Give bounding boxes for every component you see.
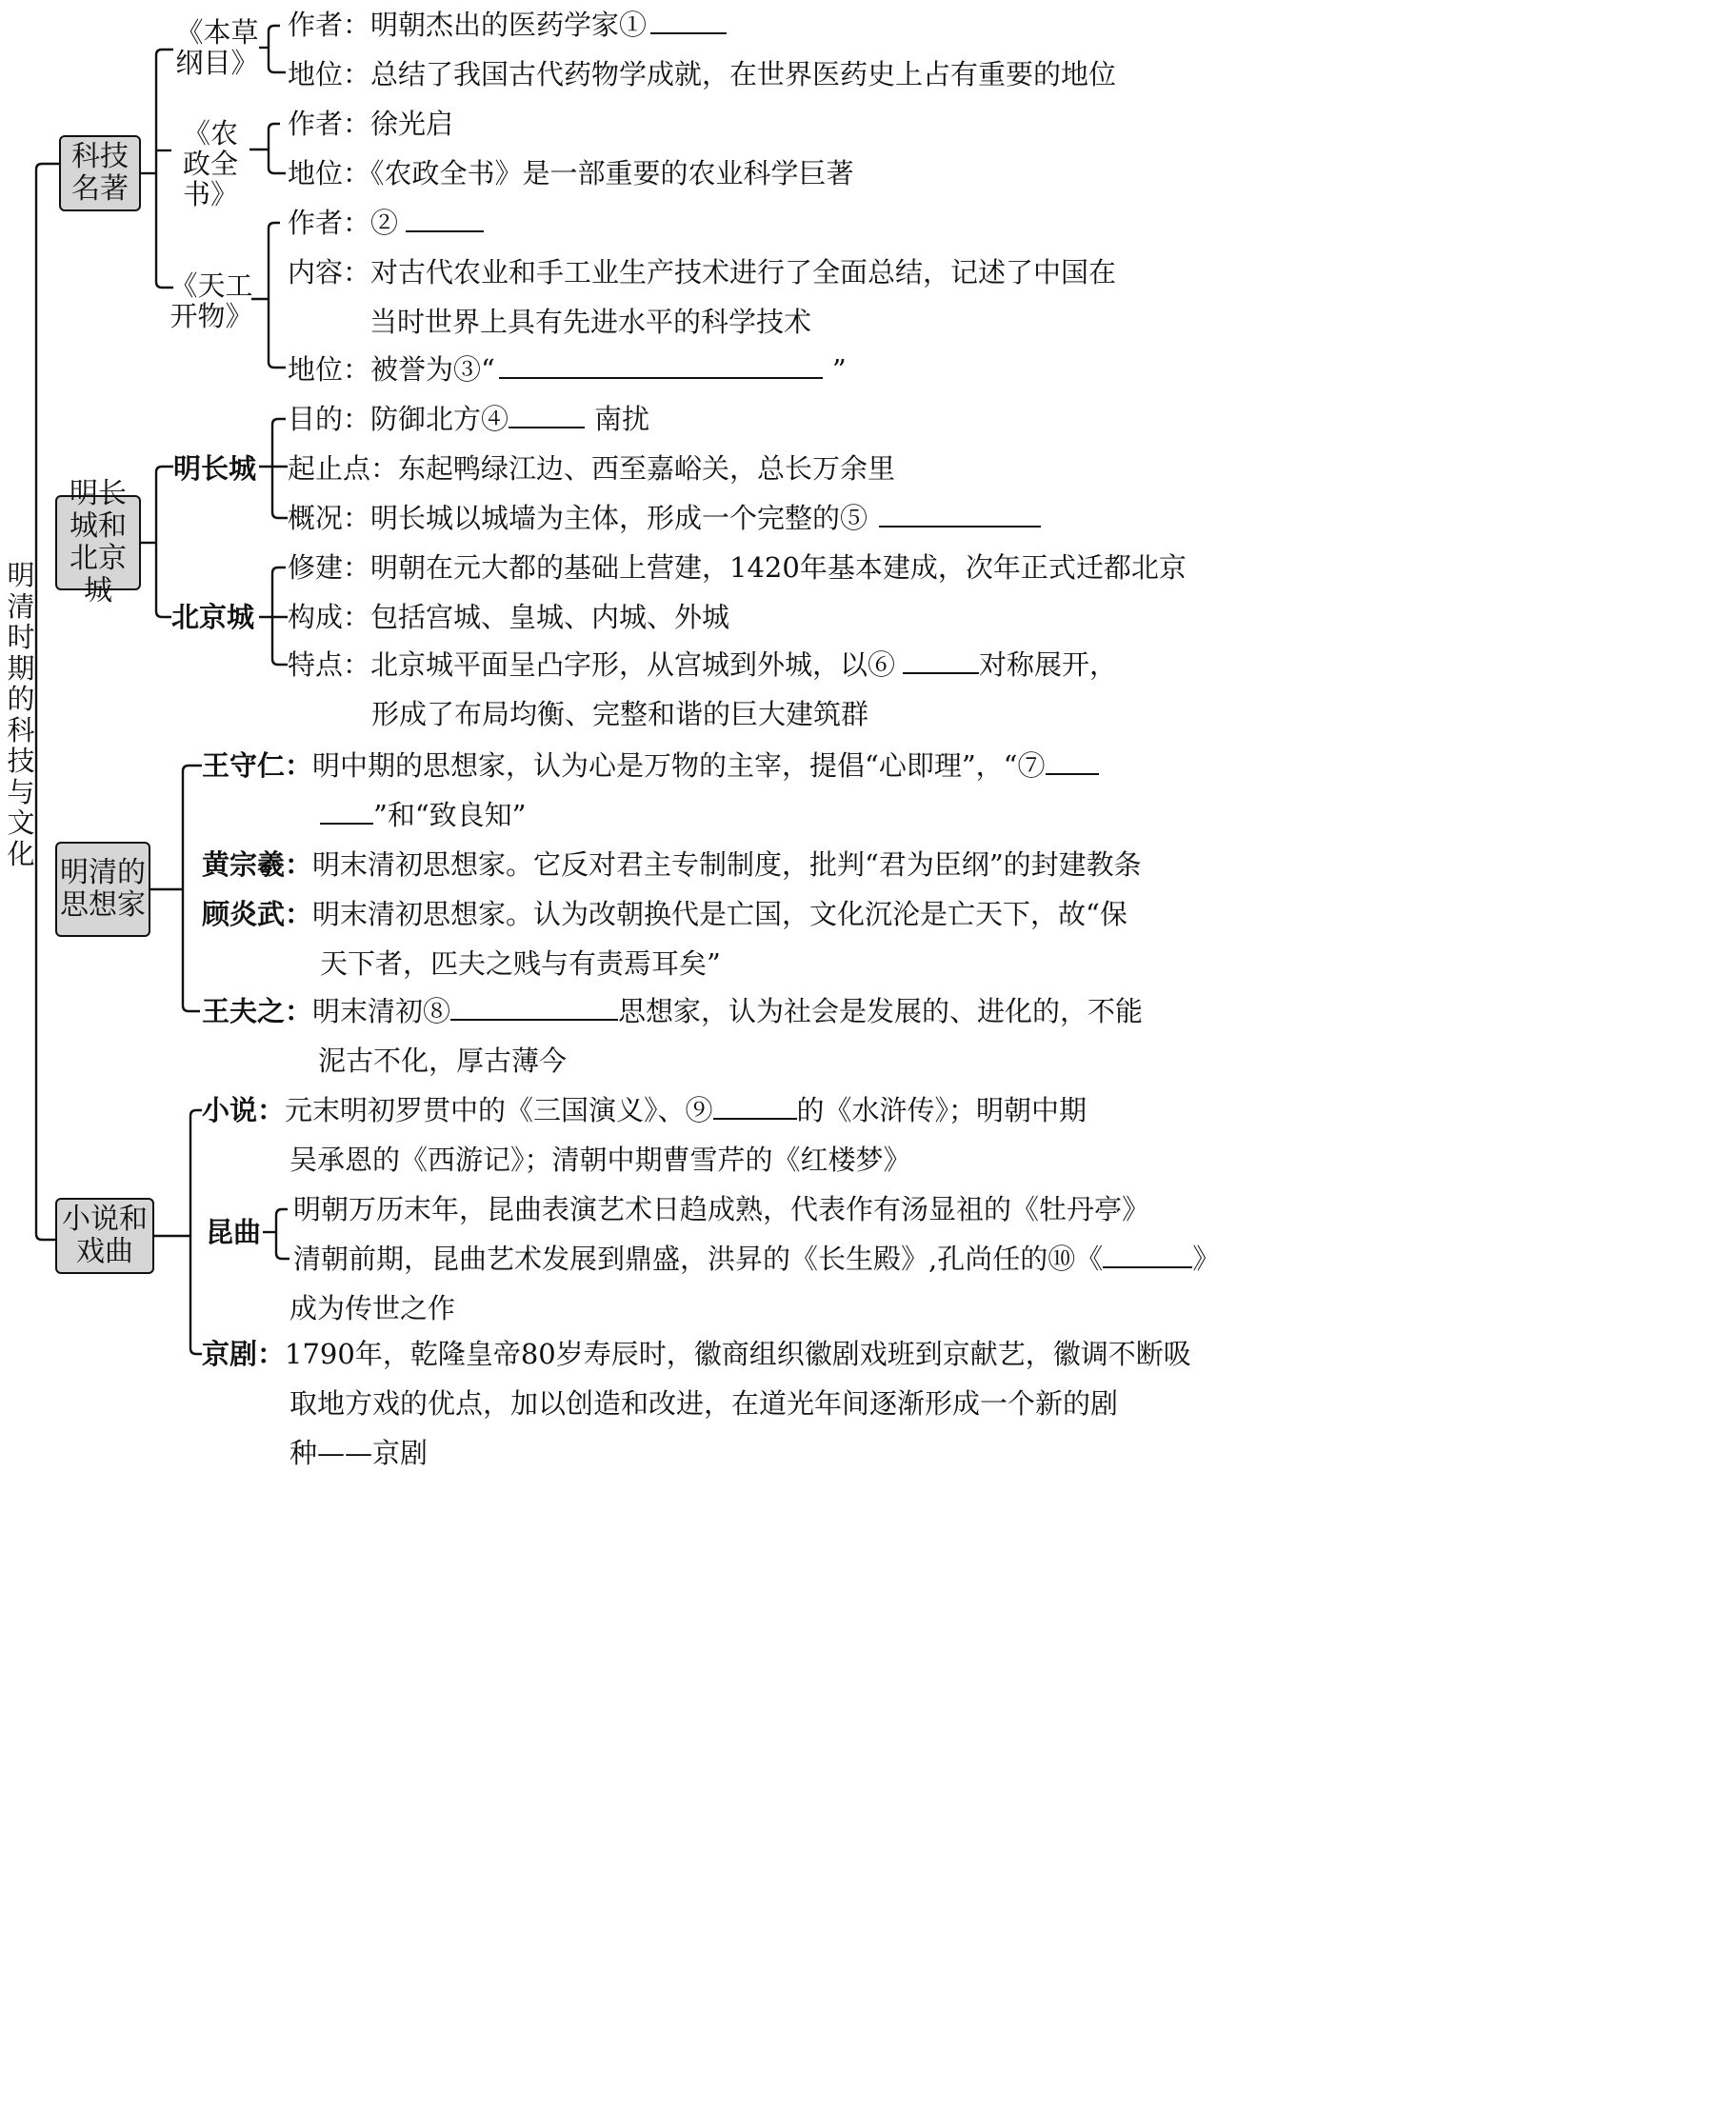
answer-blank [713, 1093, 797, 1120]
section-box [59, 135, 141, 211]
item-key: 黄宗羲： [202, 848, 313, 881]
item-key: 王夫之： [202, 995, 313, 1027]
item-text: 《农政全书》是一部重要的农业科学巨著 [370, 157, 854, 189]
item-text: 明末清初思想家。它反对君主专制制度，批判“君为臣纲”的封建教条 [312, 848, 1142, 881]
item-line-cont: 天下者，匹夫之贱与有责焉耳矣” [320, 947, 721, 980]
item-text: 对古代农业和手工业生产技术进行了全面总结，记述了中国在 [370, 256, 1117, 289]
item-text: 总结了我国古代药物学成就，在世界医药史上占有重要的地位 [370, 58, 1117, 90]
item-key: 特点： [288, 648, 371, 681]
root-title: 明清时期的科技与文化 [7, 559, 35, 870]
answer-blank [450, 994, 618, 1021]
item-text-after: 对称展开， [979, 648, 1118, 681]
item-line-cont: 形成了布局均衡、完整和谐的巨大建筑群 [371, 698, 869, 730]
item-line [202, 1093, 1087, 1127]
subtopic-label: 小说： [202, 1094, 286, 1126]
section-label: 明清的思想家 [60, 856, 146, 922]
item-text-after: 》 [1192, 1243, 1221, 1275]
subtopic-label: 昆曲 [206, 1216, 262, 1248]
item-line [288, 206, 484, 240]
answer-blank [1046, 748, 1099, 775]
item-line [288, 8, 727, 42]
answer-blank [509, 402, 585, 428]
item-line [288, 352, 847, 387]
section-box [55, 477, 141, 607]
item-line [202, 1337, 1191, 1371]
item-key: 作者： [288, 108, 371, 140]
item-line-cont: 取地方戏的优点，加以创造和改进，在道光年间逐渐形成一个新的剧 [289, 1387, 1119, 1420]
item-key: 内容： [288, 256, 371, 289]
item-key: 王守仁： [202, 749, 313, 782]
item-text-after: 的《水浒传》；明朝中期 [796, 1094, 1087, 1126]
item-text-after: 思想家，认为社会是发展的、进化的，不能 [618, 995, 1144, 1027]
item-text: 防御北方④ [370, 403, 509, 435]
item-line [202, 897, 1127, 931]
item-line [288, 255, 1116, 289]
item-text-after: ” [831, 353, 847, 386]
subtopic-label: 京剧： [202, 1338, 286, 1370]
book-label: 《天工开物》 [170, 269, 253, 332]
item-key: 构成： [288, 601, 371, 633]
item-text: ② [370, 207, 399, 239]
item-line [288, 451, 895, 486]
answer-blank [320, 798, 373, 825]
item-line [288, 550, 1187, 585]
book-label: 《农政全书》 [182, 117, 238, 210]
subtopic-label: 北京城 [171, 601, 255, 633]
item-text: 东起鸭绿江边、西至嘉峪关，总长万余里 [398, 452, 896, 485]
item-line [202, 994, 1143, 1028]
item-line [288, 107, 453, 141]
item-text: 明中期的思想家，认为心是万物的主宰，提倡“心即理”，“⑦ [312, 749, 1046, 782]
item-text: 明末清初思想家。认为改朝换代是亡国，文化沉沦是亡天下，故“保 [312, 898, 1127, 930]
item-key: 目的： [288, 403, 371, 435]
item-line-cont: 泥古不化，厚古薄今 [318, 1045, 568, 1077]
item-line [288, 402, 649, 436]
item-line-cont: 成为传世之作 [289, 1292, 456, 1324]
item-key: 顾炎武： [202, 898, 313, 930]
item-line-cont: 种——京剧 [289, 1437, 429, 1469]
item-key: 概况： [288, 502, 371, 534]
section-label: 科技名著 [71, 140, 129, 206]
item-text-after: 南扰 [594, 403, 650, 435]
item-text: 明末清初⑧ [312, 995, 451, 1027]
section-box [55, 842, 150, 937]
item-line [288, 57, 1116, 91]
item-text: 明朝杰出的医药学家① [370, 9, 648, 41]
item-line [202, 847, 1142, 882]
item-text: 明朝在元大都的基础上营建，1420年基本建成，次年正式迁都北京 [370, 551, 1187, 584]
item-text: 徐光启 [370, 108, 454, 140]
item-text: 明长城以城墙为主体，形成一个完整的⑤ [370, 502, 868, 534]
answer-blank [879, 501, 1041, 528]
item-key: 地位： [288, 58, 371, 90]
item-key: 作者： [288, 207, 371, 239]
answer-blank [1103, 1242, 1192, 1268]
book-label: 《本草纲目》 [175, 16, 259, 79]
item-line-cont: 当时世界上具有先进水平的科学技术 [369, 306, 812, 338]
item-key: 地位： [288, 353, 371, 386]
item-text: 被誉为③“ [370, 353, 495, 386]
item-text: 元末明初罗贯中的《三国演义》、⑨ [285, 1094, 713, 1126]
item-line [288, 600, 729, 634]
section-label: 明长城和北京城 [70, 477, 127, 607]
subtopic-label: 明长城 [173, 452, 257, 485]
answer-blank [650, 8, 727, 34]
item-line [288, 647, 1117, 682]
item-line [293, 1242, 1220, 1276]
item-line [202, 748, 1099, 783]
item-key: 起止点： [288, 452, 399, 485]
item-text-after: ”和“致良知” [373, 799, 527, 831]
item-key: 作者： [288, 9, 371, 41]
item-text: 1790年，乾隆皇帝80岁寿辰时，徽商组织徽剧戏班到京献艺，徽调不断吸 [285, 1338, 1191, 1370]
section-box [55, 1198, 154, 1274]
item-text: 清朝前期，昆曲艺术发展到鼎盛，洪昇的《长生殿》,孔尚任的⑩《 [293, 1243, 1104, 1275]
item-text: 包括宫城、皇城、内城、外城 [370, 601, 730, 633]
answer-blank [903, 647, 979, 674]
item-key: 地位： [288, 157, 371, 189]
item-text: 北京城平面呈凸字形，从宫城到外城，以⑥ [370, 648, 896, 681]
item-line [288, 156, 854, 190]
item-key: 修建： [288, 551, 371, 584]
item-line-cont [320, 798, 526, 832]
item-line: 明朝万历末年，昆曲表演艺术日趋成熟，代表作有汤显祖的《牡丹亭》 [293, 1193, 1150, 1225]
section-label: 小说和戏曲 [62, 1203, 148, 1268]
item-line-cont: 吴承恩的《西游记》；清朝中期曹雪芹的《红楼梦》 [289, 1144, 911, 1176]
answer-blank [406, 206, 484, 232]
answer-blank [499, 352, 823, 379]
item-line [288, 501, 1041, 535]
